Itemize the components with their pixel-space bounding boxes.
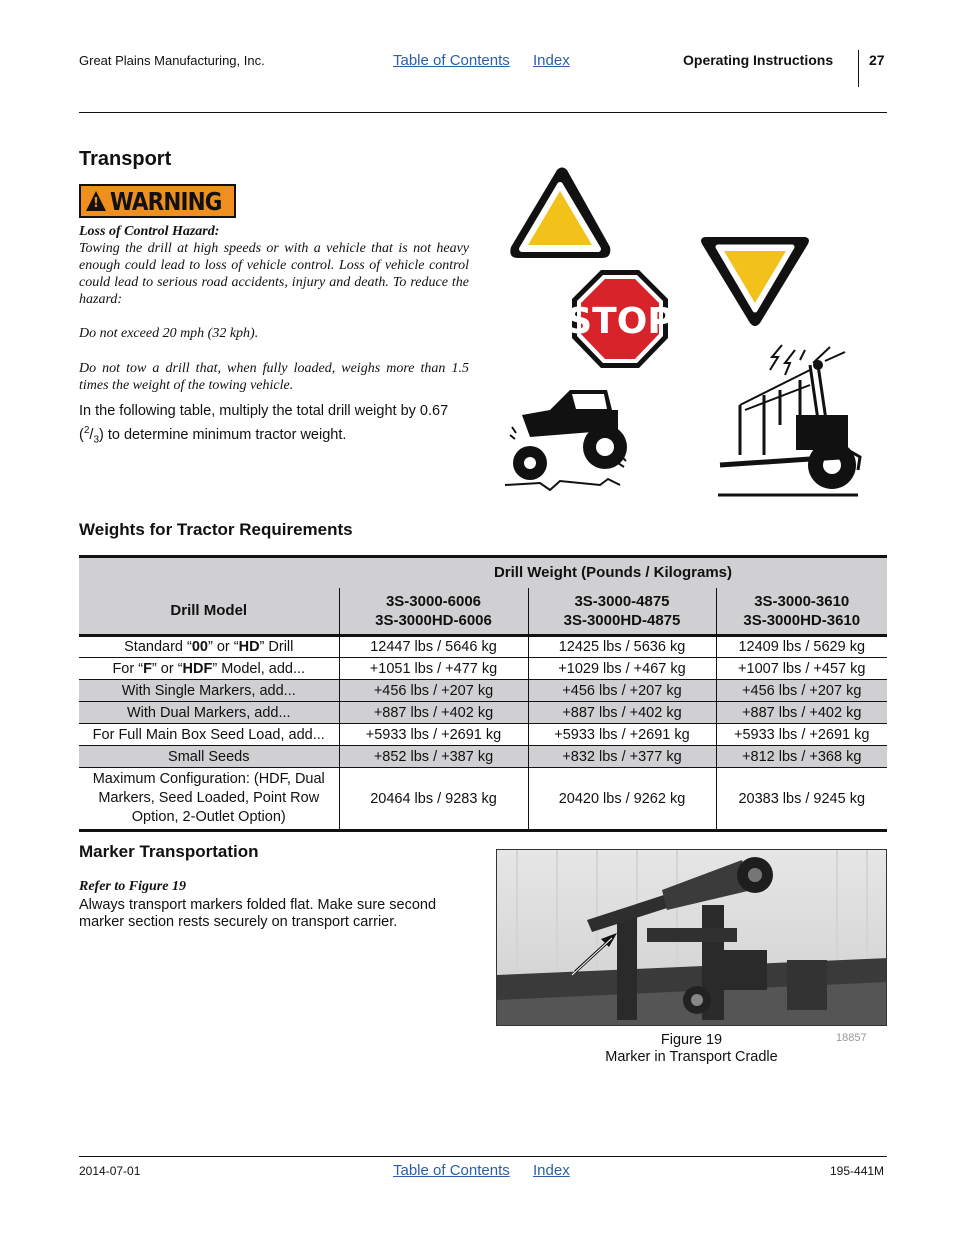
table-cell: +812 lbs / +368 kg xyxy=(716,746,887,768)
page-number: 27 xyxy=(869,52,885,68)
marker-heading: Marker Transportation xyxy=(79,842,259,861)
table-row xyxy=(79,680,887,702)
drill-weight-group-header: Drill Weight (Pounds / Kilograms) xyxy=(339,557,887,588)
table-cell: 12425 lbs / 5636 kg xyxy=(528,636,716,658)
footer-index-link[interactable]: Index xyxy=(533,1162,570,1179)
row-label: Small Seeds xyxy=(79,746,339,768)
transport-heading: Transport xyxy=(79,148,172,170)
table-cell: 12409 lbs / 5629 kg xyxy=(716,636,887,658)
table-cell: 20383 lbs / 9245 kg xyxy=(716,768,887,831)
powerline-drill-icon xyxy=(718,345,860,495)
warning-badge xyxy=(79,184,236,218)
table-cell: +5933 lbs / +2691 kg xyxy=(528,724,716,746)
warning-exclamation: ! xyxy=(93,196,99,211)
table-cell: +456 lbs / +207 kg xyxy=(339,680,528,702)
table-cell: +456 lbs / +207 kg xyxy=(528,680,716,702)
marker-instruction: Always transport markers folded flat. Make sure second marker section rests securely on transport carrier. xyxy=(79,897,437,930)
footer-toc-link[interactable]: Table of Contents xyxy=(393,1162,510,1179)
header-toc-link[interactable]: Table of Contents xyxy=(393,52,510,69)
row-label: With Single Markers, add... xyxy=(79,680,339,702)
table-cell: +887 lbs / +402 kg xyxy=(339,702,528,724)
column-header-4875: 3S-3000-4875 3S-3000HD-4875 xyxy=(528,588,716,636)
weights-heading: Weights for Tractor Requirements xyxy=(79,520,353,539)
header-rule xyxy=(79,112,887,113)
table-row xyxy=(79,768,887,831)
table-cell: +832 lbs / +377 kg xyxy=(528,746,716,768)
table-cell: +5933 lbs / +2691 kg xyxy=(716,724,887,746)
tractor-icon xyxy=(505,390,627,490)
multiply-instruction: In the following table, multiply the total drill weight by 0.67 $(^2/_3)$ to determine minimum tractor weight. xyxy=(79,403,449,446)
figure-reference: Refer to Figure 19 xyxy=(79,879,186,894)
column-header-3610: 3S-3000-3610 3S-3000HD-3610 xyxy=(716,588,887,636)
warning-diamond-sign-icon xyxy=(510,168,610,259)
table-cell: +852 lbs / +387 kg xyxy=(339,746,528,768)
stop-sign-icon xyxy=(566,270,673,368)
row-label: Maximum Configuration: (HDF, Dual Markers, Seed Loaded, Point Row Option, 2-Outlet Option) xyxy=(79,768,339,831)
company-name: Great Plains Manufacturing, Inc. xyxy=(79,53,265,68)
drill-model-header: Drill Model xyxy=(79,588,339,636)
table-cell: 20420 lbs / 9262 kg xyxy=(528,768,716,831)
hazard-body: Towing the drill at high speeds or with a vehicle that is not heavy enough could lead to loss of vehicle control. Loss of vehicle control could lead to serious road accidents, injury and death. To reduce the hazard: xyxy=(79,241,469,307)
table-cell: +887 lbs / +402 kg xyxy=(528,702,716,724)
table-cell: +1051 lbs / +477 kg xyxy=(339,658,528,680)
table-cell: +456 lbs / +207 kg xyxy=(716,680,887,702)
table-cell: +1029 lbs / +467 kg xyxy=(528,658,716,680)
column-header-6006: 3S-3000-6006 3S-3000HD-6006 xyxy=(339,588,528,636)
row-label: For Full Main Box Seed Load, add... xyxy=(79,724,339,746)
figure-caption: Figure 19 Marker in Transport Cradle xyxy=(605,1032,778,1065)
table-cell: 12447 lbs / 5646 kg xyxy=(339,636,528,658)
table-cell: +1007 lbs / +457 kg xyxy=(716,658,887,680)
footer-rule xyxy=(79,1156,887,1157)
table-row xyxy=(79,658,887,680)
section-title: Operating Instructions xyxy=(683,52,834,68)
warning-label: WARNING xyxy=(110,186,222,216)
header-divider xyxy=(858,50,859,87)
table-row xyxy=(79,746,887,768)
tow-rule: Do not tow a drill that, when fully loaded, weighs more than 1.5 times the weight of the towing vehicle. xyxy=(79,361,469,393)
header-index-link[interactable]: Index xyxy=(533,52,570,69)
speed-rule: Do not exceed 20 mph (32 kph). xyxy=(79,326,259,341)
hazard-title: Loss of Control Hazard: xyxy=(79,224,220,239)
table-row xyxy=(79,636,887,658)
table-cell: +887 lbs / +402 kg xyxy=(716,702,887,724)
table-cell: 20464 lbs / 9283 kg xyxy=(339,768,528,831)
weights-table xyxy=(79,555,887,832)
transport-hazard-illustration xyxy=(500,165,880,500)
row-label: For “F” or “HDF” Model, add... xyxy=(79,658,339,680)
figure-number: 18857 xyxy=(836,1032,867,1044)
table-row xyxy=(79,702,887,724)
stop-sign-text: STOP xyxy=(566,301,674,342)
row-label: Standard “00” or “HD” Drill xyxy=(124,639,294,655)
warning-triangle-icon xyxy=(86,191,106,211)
table-row xyxy=(79,724,887,746)
table-cell: +5933 lbs / +2691 kg xyxy=(339,724,528,746)
row-label: With Dual Markers, add... xyxy=(79,702,339,724)
footer-date: 2014-07-01 xyxy=(79,1164,141,1178)
marker-transport-photo xyxy=(496,849,887,1026)
footer-doc-number: 195-441M xyxy=(830,1164,885,1178)
yield-sign-icon xyxy=(701,237,809,326)
